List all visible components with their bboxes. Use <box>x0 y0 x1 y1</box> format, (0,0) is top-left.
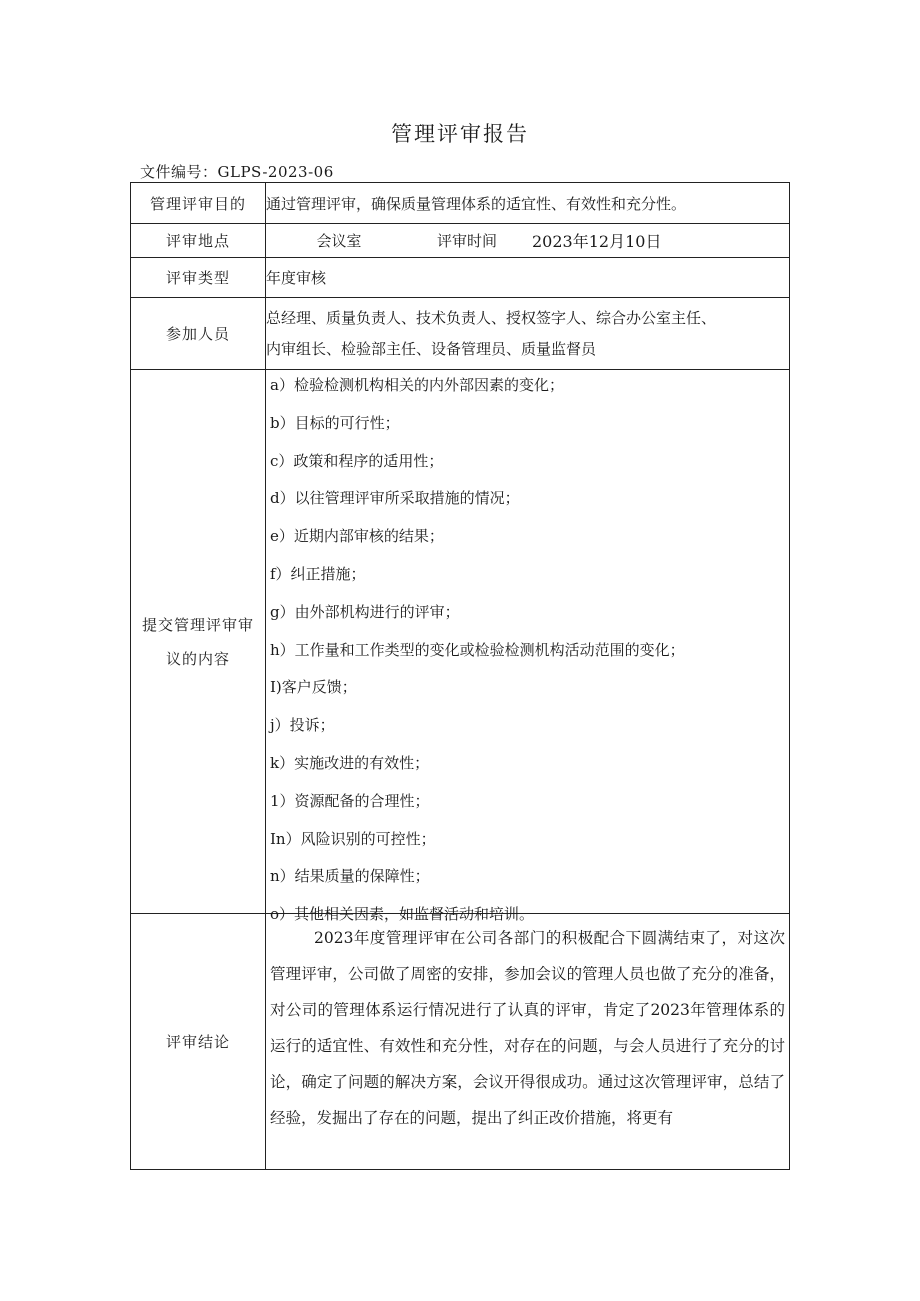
place-time-cell <box>266 224 790 258</box>
table-row-place <box>131 224 790 258</box>
document-number: 文件编号：GLPS-2023-06 <box>140 163 334 181</box>
conclusion-label: 评审结论 <box>131 914 266 1170</box>
conclusion-cell <box>266 914 790 1170</box>
participants-line: 内审组长、检验部主任、设备管理员、质量监督员 <box>266 339 597 358</box>
list-item: c）政策和程序的适用性； <box>270 451 444 470</box>
list-item: n）结果质量的保障性； <box>270 867 430 886</box>
type-label: 评审类型 <box>131 258 266 298</box>
table-row-conclusion <box>131 914 790 1170</box>
list-item: e）近期内部审核的结果； <box>270 527 444 546</box>
review-report-table <box>130 182 790 1170</box>
list-item: In）风险识别的可控性； <box>270 829 436 848</box>
table-row-content <box>131 370 790 914</box>
list-item: j）投诉； <box>270 716 335 735</box>
list-item: k）实施改进的有效性； <box>270 753 430 772</box>
conclusion-text: 2023年度管理评审在公司各部门的积极配合下圆满结束了，对这次管理评审，公司做了周密的安排，参加会议的管理人员也做了充分的准备，对公司的管理体系运行情况进行了认真的评审，肯定了2023年管理体系的运行的适宜性、有效性和充分性，对存在的问题，与会人员进行了充分的讨论，确定了问题的解决方案，会议开得很成功。通过这次管理评审，总结了经验，发掘出了存在的问题，提出了纠正改价措施，将更有 <box>270 929 785 1127</box>
list-item: I)客户反馈； <box>270 678 357 697</box>
list-item: d）以往管理评审所采取措施的情况； <box>270 489 520 508</box>
review-time-label: 评审时间 <box>436 232 497 250</box>
participants-line: 总经理、质量负责人、技术负责人、授权签字人、综合办公室主任、 <box>266 308 717 327</box>
table-row-purpose <box>131 183 790 224</box>
purpose-value: 通过管理评审，确保质量管理体系的适宜性、有效性和充分性。 <box>266 183 790 224</box>
list-item: h）工作量和工作类型的变化或检验检测机构活动范围的变化； <box>270 640 685 659</box>
purpose-label: 管理评审目的 <box>131 183 266 224</box>
content-label-line: 议的内容 <box>165 649 230 668</box>
content-items-list <box>270 373 787 940</box>
list-item: b）目标的可行性； <box>270 413 400 432</box>
list-item: a）检验检测机构相关的内外部因素的变化； <box>270 376 564 394</box>
list-item: 1）资源配备的合理性； <box>270 791 430 810</box>
participants-label: 参加人员 <box>131 298 266 370</box>
table-row-participants <box>131 298 790 370</box>
content-items-cell <box>266 370 790 924</box>
review-time-value: 2023年12月10日 <box>532 232 662 251</box>
place-label: 评审地点 <box>131 224 266 258</box>
report-title: 管理评审报告 <box>391 122 529 146</box>
content-label-line: 提交管理评审审 <box>141 615 254 634</box>
table-row-type <box>131 258 790 298</box>
participants-value <box>266 298 790 370</box>
place-value: 会议室 <box>316 232 362 250</box>
list-item: o）其他相关因素，如监督活动和培训。 <box>270 905 535 924</box>
list-item: g）由外部机构进行的评审； <box>270 602 460 621</box>
content-label <box>131 370 266 914</box>
type-value: 年度审核 <box>266 258 790 298</box>
list-item: f）纠正措施； <box>270 564 366 583</box>
